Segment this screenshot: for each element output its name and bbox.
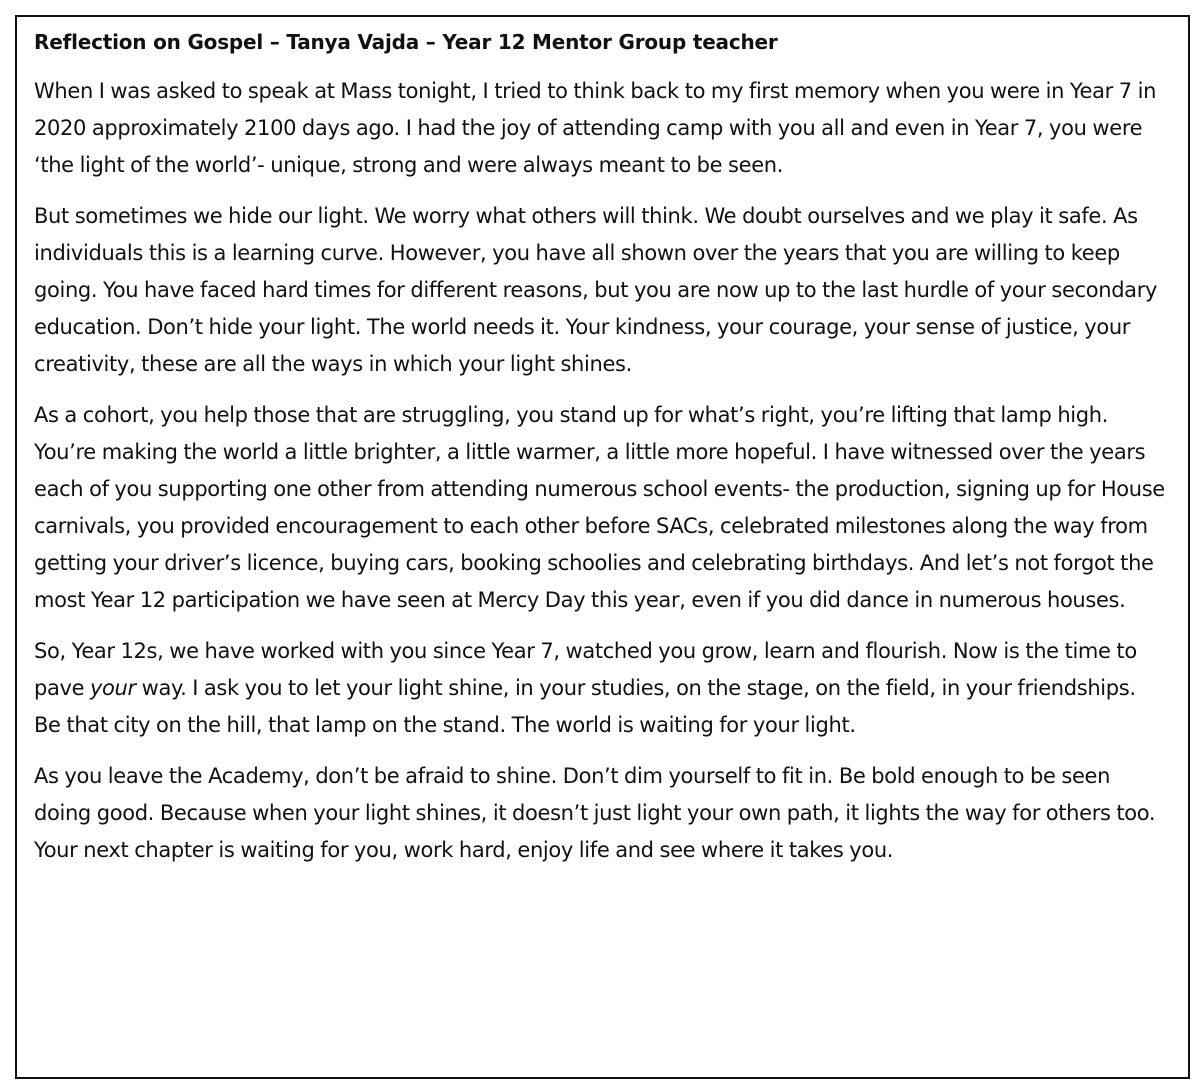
paragraph-first-memory: When I was asked to speak at Mass tonight, I tried to think back to my first memory when you were in Year 7 in 2020 approximately 2100 days ago. I had the joy of attending camp with you all and even in Year 7, you were ‘the light of the world’- unique, strong and were always meant to be seen. bbox=[34, 79, 1157, 177]
paragraph-cohort: As a cohort, you help those that are struggling, you stand up for what’s right, you’re lifting that lamp high. You’re making the world a little brighter, a little warmer, a little more hopeful. I have witnessed over the years each of you supporting one other from attending numerous school events- the production, signing up for House carnivals, you provided encouragement to each other before SACs, celebrated milestones along the way from getting your driver’s licence, buying cars, booking schoolies and celebrating birthdays. And let’s not forgot the most Year 12 participation we have seen at Mercy Day this year, even if you did dance in numerous houses. bbox=[34, 403, 1165, 612]
paragraph-pave-your-way bbox=[34, 633, 1168, 744]
paragraph-text-before: So, Year 12s, we have worked with you since Year 7, watched you grow, learn and flourish. Now is the time to pave bbox=[34, 639, 1137, 700]
document-title: Reflection on Gospel – Tanya Vajda – Year 12 Mentor Group teacher bbox=[34, 30, 778, 54]
reflection-box bbox=[15, 15, 1190, 1079]
paragraph-text-after: way. I ask you to let your light shine, in your studies, on the stage, on the field, in your friendships. Be that city on the hill, that lamp on the stand. The world is waiting for your light. bbox=[34, 676, 1136, 737]
paragraph-hide-light: But sometimes we hide our light. We worry what others will think. We doubt ourselves and we play it safe. As individuals this is a learning curve. However, you have all shown over the years that you are willing to keep going. You have faced hard times for different reasons, but you are now up to the last hurdle of your secondary education. Don’t hide your light. The world needs it. Your kindness, your courage, your sense of justice, your creativity, these are all the ways in which your light shines. bbox=[34, 204, 1158, 376]
paragraph-leave-academy: As you leave the Academy, don’t be afraid to shine. Don’t dim yourself to fit in. Be bold enough to be seen doing good. Because when your light shines, it doesn’t just light your own path, it lights the way for others too. Your next chapter is waiting for you, work hard, enjoy life and see where it takes you. bbox=[34, 764, 1156, 862]
emphasis-your: your bbox=[89, 676, 136, 700]
